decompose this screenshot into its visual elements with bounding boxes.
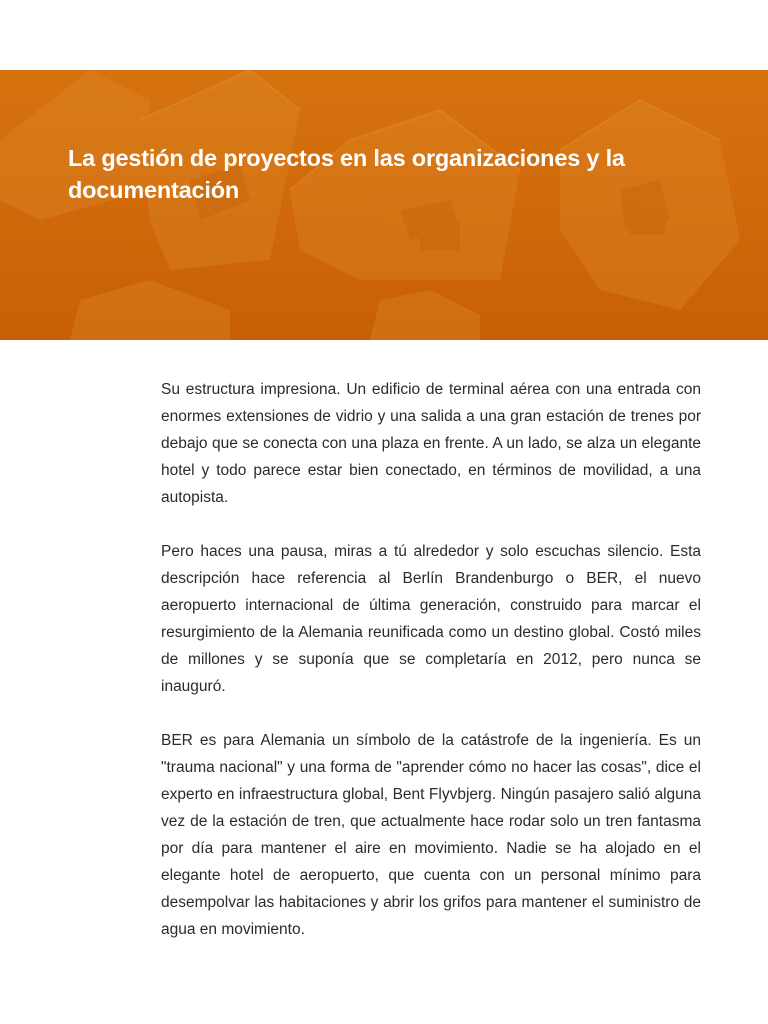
- paragraph-2: Pero haces una pausa, miras a tú alrededor y solo escuchas silencio. Esta descripción hace referencia al Berlín Brandenburgo o BER, el nuevo aeropuerto internacional de última generación, construido para marcar el resurgimiento de la Alemania reunificada como un destino global. Costó miles de millones y se suponía que se completaría en 2012, pero nunca se inauguró.: [161, 543, 701, 695]
- header-banner: [0, 70, 768, 340]
- paragraph-1: Su estructura impresiona. Un edificio de terminal aérea con una entrada con enormes extensiones de vidrio y una salida a una gran estación de trenes por debajo que se conecta con una plaza en frente. A un lado, se alza un elegante hotel y todo parece estar bien conectado, en términos de movilidad, a una autopista.: [161, 381, 701, 506]
- paragraph-3: BER es para Alemania un símbolo de la catástrofe de la ingeniería. Es un "trauma nacional" y una forma de "aprender cómo no hacer las cosas", dice el experto en infraestructura global, Bent Flyvbjerg. Ningún pasajero salió alguna vez de la estación de tren, que actualmente hace rodar solo un tren fantasma por día para mantener el aire en movimiento. Nadie se ha alojado en el elegante hotel de aeropuerto, que cuenta con un personal mínimo para desempolvar las habitaciones y abrir los grifos para mantener el suministro de agua en movimiento.: [161, 732, 701, 938]
- article-body: [161, 376, 701, 970]
- page-title: La gestión de proyectos en las organizaciones y la documentación: [68, 145, 625, 203]
